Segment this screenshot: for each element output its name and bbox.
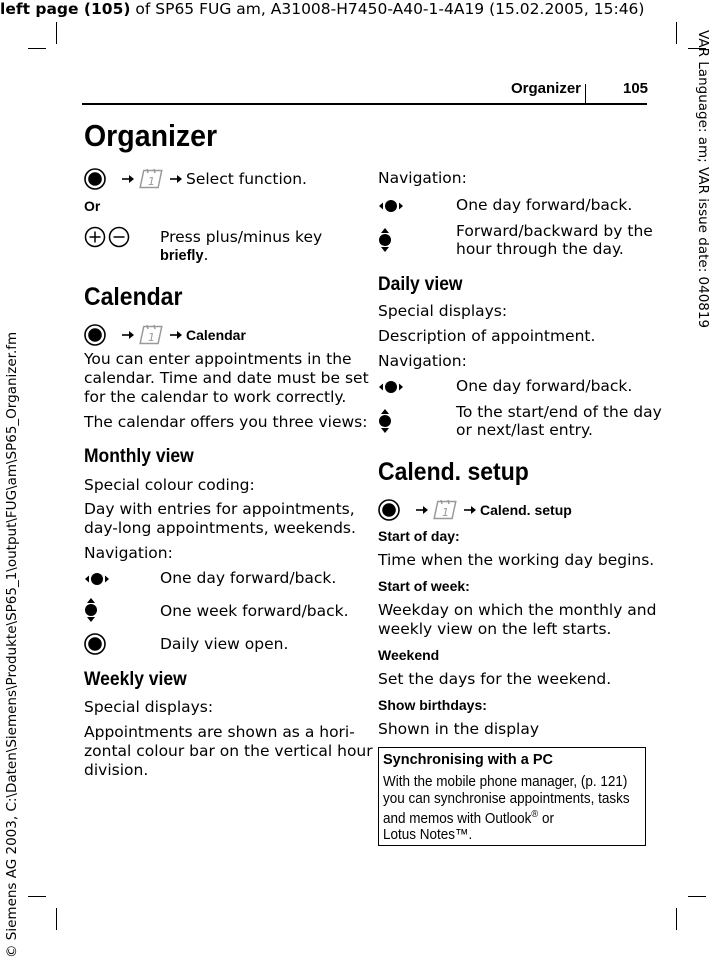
plus-minus-desc-period: . bbox=[203, 246, 209, 264]
sync-pc-line bbox=[383, 807, 630, 827]
weekly-desc-line: zontal colour bar on the vertical hour bbox=[84, 742, 373, 760]
center-key-icon bbox=[378, 499, 400, 521]
start-of-week-label: Start of week: bbox=[378, 578, 470, 594]
weekly-view-heading: Weekly view bbox=[84, 669, 187, 690]
start-of-week-desc-line: weekly view on the left starts. bbox=[378, 620, 612, 638]
monthly-nav-label: Navigation: bbox=[84, 544, 173, 562]
weekend-label: Weekend bbox=[378, 647, 440, 663]
center-key-icon bbox=[84, 633, 106, 655]
plus-minus-desc-line1: Press plus/minus key bbox=[160, 228, 323, 246]
start-of-day-desc: Time when the working day begins. bbox=[378, 551, 655, 569]
running-header-section: Organizer bbox=[511, 80, 582, 97]
monthly-desc-line: Day with entries for appointments, bbox=[84, 500, 355, 518]
file-info-rest: of SP65 FUG am, A31008-H7450-A40-1-4A19 (15.02.2005, 15:46) bbox=[130, 0, 645, 18]
weekend-desc: Set the days for the weekend. bbox=[378, 670, 612, 688]
calendar-intro-line: You can enter appointments in the bbox=[84, 350, 352, 368]
calendar-views-text: The calendar offers you three views: bbox=[84, 413, 368, 431]
sync-pc-note-box bbox=[378, 747, 646, 846]
sync-pc-text bbox=[383, 774, 630, 844]
plus-minus-desc bbox=[160, 228, 322, 265]
daily-special-label: Special displays: bbox=[378, 302, 508, 320]
sync-pc-line: With the mobile phone manager, (p. 121) bbox=[383, 774, 628, 790]
intro-nav-path bbox=[84, 167, 307, 191]
weekly-nav-ud-line: Forward/backward by the bbox=[456, 222, 653, 240]
header-divider bbox=[585, 84, 586, 104]
sync-pc-or: or bbox=[538, 810, 555, 827]
calendar-nav-path bbox=[84, 323, 246, 347]
weekly-desc bbox=[84, 723, 373, 780]
monthly-special-label: Special colour coding: bbox=[84, 476, 255, 494]
start-of-day-label: Start of day: bbox=[378, 528, 460, 544]
plus-minus-keys bbox=[84, 226, 130, 248]
sync-pc-line: you can synchronise appointments, tasks bbox=[383, 790, 630, 807]
nav-up-down-icon bbox=[84, 598, 98, 622]
monthly-view-heading: Monthly view bbox=[84, 446, 194, 467]
daily-nav-ud-desc bbox=[456, 403, 662, 439]
side-text-left: © Siemens AG 2003, C:\Daten\Siemens\Produkte\SP65_1\output\FUG\am\SP65_Organizer.fm bbox=[4, 331, 20, 958]
daily-nav-label: Navigation: bbox=[378, 352, 467, 370]
weekly-desc-line: Appointments are shown as a hori- bbox=[84, 723, 355, 741]
calendar-intro-line: calendar. Time and date must be set bbox=[84, 369, 369, 387]
side-text-right: VAR Language: am; VAR issue date: 040819 bbox=[695, 30, 711, 329]
start-of-week-desc bbox=[378, 601, 656, 639]
or-label: Or bbox=[84, 198, 101, 214]
arrow-icon bbox=[170, 329, 182, 341]
calend-setup-heading: Calend. setup bbox=[378, 458, 529, 486]
organizer-menu-icon bbox=[432, 498, 460, 522]
arrow-icon bbox=[170, 173, 182, 185]
show-birthdays-label: Show birthdays: bbox=[378, 697, 487, 713]
calendar-heading: Calendar bbox=[84, 283, 183, 311]
select-function-text: Select function. bbox=[186, 169, 307, 188]
main-title: Organizer bbox=[84, 118, 218, 153]
daily-view-heading: Daily view bbox=[378, 274, 463, 295]
monthly-nav-lr-desc: One day forward/back. bbox=[160, 569, 337, 587]
weekly-nav-lr-desc: One day forward/back. bbox=[456, 196, 633, 214]
minus-key-icon bbox=[108, 226, 130, 248]
weekly-nav-ud-line: hour through the day. bbox=[456, 240, 624, 258]
organizer-menu-icon bbox=[138, 323, 166, 347]
running-header-page: 105 bbox=[623, 80, 649, 97]
daily-nav-ud-line: To the start/end of the day bbox=[456, 403, 662, 421]
plus-key-icon bbox=[84, 226, 106, 248]
arrow-icon bbox=[464, 504, 476, 516]
weekly-nav-ud-desc bbox=[456, 222, 653, 258]
weekly-desc-line: division. bbox=[84, 761, 149, 779]
nav-left-right-icon bbox=[84, 571, 110, 587]
arrow-icon bbox=[122, 173, 134, 185]
weekly-nav-label: Navigation: bbox=[378, 169, 467, 187]
arrow-icon bbox=[122, 329, 134, 341]
center-key-icon bbox=[84, 168, 106, 190]
monthly-desc bbox=[84, 500, 356, 538]
file-info-page: left page (105) bbox=[0, 0, 131, 18]
show-birthdays-desc: Shown in the display bbox=[378, 720, 540, 738]
setup-nav-path bbox=[378, 498, 572, 522]
daily-nav-lr-desc: One day forward/back. bbox=[456, 377, 633, 395]
monthly-desc-line: day-long appointments, weekends. bbox=[84, 519, 356, 537]
calendar-intro-line: for the calendar to work correctly. bbox=[84, 388, 347, 406]
sync-pc-outlook: and memos with Outlook bbox=[383, 810, 532, 827]
nav-up-down-icon bbox=[378, 409, 392, 433]
header-rule bbox=[82, 103, 647, 105]
setup-path-label: Calend. setup bbox=[480, 502, 572, 518]
nav-left-right-icon bbox=[378, 379, 404, 395]
registered-mark: ® bbox=[531, 809, 539, 820]
weekly-special-label: Special displays: bbox=[84, 698, 214, 716]
daily-desc: Description of appointment. bbox=[378, 327, 596, 345]
start-of-week-desc-line: Weekday on which the monthly and bbox=[378, 601, 657, 619]
calendar-intro-paragraph bbox=[84, 350, 369, 407]
monthly-nav-ud-desc: One week forward/back. bbox=[160, 602, 349, 620]
nav-up-down-icon bbox=[378, 228, 392, 252]
plus-minus-desc-briefly: briefly bbox=[160, 248, 204, 264]
arrow-icon bbox=[416, 504, 428, 516]
daily-nav-ud-line: or next/last entry. bbox=[456, 421, 593, 439]
organizer-menu-icon bbox=[138, 167, 166, 191]
file-info-line bbox=[0, 0, 644, 18]
sync-pc-line: Lotus Notes™. bbox=[383, 827, 473, 844]
calendar-path-label: Calendar bbox=[186, 327, 246, 343]
monthly-nav-ok-desc: Daily view open. bbox=[160, 635, 289, 653]
nav-left-right-icon bbox=[378, 198, 404, 214]
sync-pc-title: Synchronising with a PC bbox=[383, 752, 553, 768]
center-key-icon bbox=[84, 324, 106, 346]
